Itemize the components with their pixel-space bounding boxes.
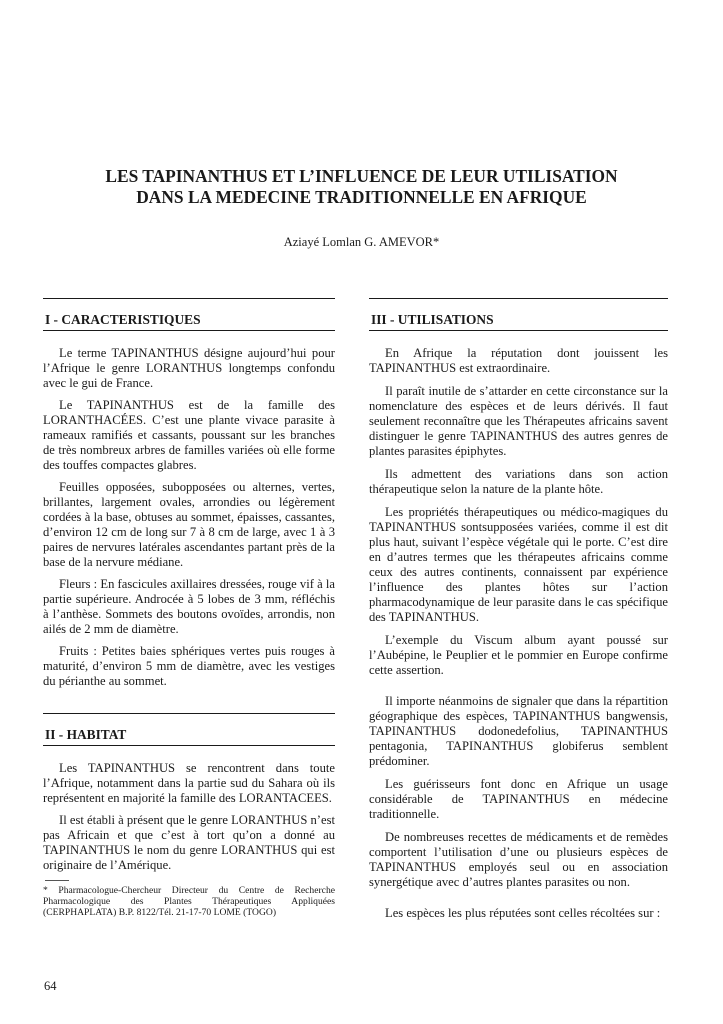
- paragraph: En Afrique la réputation dont jouissent les TAPINANTHUS est extraordinaire.: [369, 346, 668, 375]
- paragraph: Il est établi à présent que le genre LORANTHUS n’est pas Africain et que c’est à tort qu’on a donné au TAPINANTHUS le nom du genre LORANTHUS qui est originaire de l’Amérique.: [43, 813, 335, 872]
- left-column: [43, 298, 335, 918]
- paragraph: Il paraît inutile de s’attarder en cette circonstance sur la nomenclature des espèces et de leurs dérivés. Il faut seulement reconnaître que les Thérapeutes africains savent distinguer le genre TAPINANTHUS des autres genres de plantes parasites épiphytes.: [369, 384, 668, 458]
- paragraph: L’exemple du Viscum album ayant poussé sur l’Aubépine, le Peuplier et le pommier en Europe confirme cette assertion.: [369, 633, 668, 677]
- paragraph: Les espèces les plus réputées sont celles récoltées sur :: [385, 906, 661, 920]
- section-heading-habitat: II - HABITAT: [43, 713, 335, 746]
- paragraph: Le TAPINANTHUS est de la famille des LORANTHACÉES. C’est une plante vivace parasite à rameaux ramifiés et cassants, poussant sur les branches de très nombreux arbres de familles variées où elle forme des touffes compactes glabres.: [43, 398, 335, 472]
- paragraph: Les propriétés thérapeutiques ou médico-magiques du TAPINANTHUS sontsupposées variées, comme il est dit plus haut, suivant l’espèce végétale qui le porte. C’est dire en d’autres termes que les thérapeutes africains comme ceux des autres continents, connaissent par expérience l’influence des plantes hôtes sur l’action pharmacodynamique de leur parasite dans le cas spécifique des TAPINANTHUS.: [369, 505, 668, 624]
- paragraph: Fruits : Petites baies sphériques vertes puis rouges à maturité, d’environ 5 mm de diamètre, avec les vestiges du périanthe au sommet.: [43, 644, 335, 688]
- paragraph: De nombreuses recettes de médicaments et de remèdes comportent l’utilisation d’une ou plusieurs espèces de TAPINANTHUS employés seul ou en association synergétique avec d’autres plantes parasites ou non.: [369, 830, 668, 889]
- section-heading-utilisations: III - UTILISATIONS: [369, 298, 668, 331]
- paragraph: Il importe néanmoins de signaler que dans la répartition géographique des espèces, TAPINANTHUS bangwensis, TAPINANTHUS dodonedefolius, TAPINANTHUS pentagonia, TAPINANTHUS globiferus semblent prédominer.: [369, 694, 668, 768]
- footnote-separator: [45, 880, 69, 881]
- author-line: Aziayé Lomlan G. AMEVOR*: [283, 235, 440, 249]
- section-heading-caracteristiques: I - CARACTERISTIQUES: [43, 298, 335, 331]
- paper-title: [0, 166, 723, 208]
- title-line-1: LES TAPINANTHUS ET L’INFLUENCE DE LEUR UTILISATION: [105, 166, 618, 186]
- paragraph: Les TAPINANTHUS se rencontrent dans toute l’Afrique, notamment dans la partie sud du Sahara où ils représentent en majorité la famille des LORANTACEES.: [43, 761, 335, 805]
- paragraph: Les guérisseurs font donc en Afrique un usage considérable de TAPINANTHUS en médecine traditionnelle.: [369, 777, 668, 821]
- paragraph: Feuilles opposées, subopposées ou alternes, vertes, brillantes, largement ovales, arrondies ou légèrement cordées à la base, obtuses au sommet, épaisses, cassantes, d’environ 12 cm de long sur 7 à 8 cm de large, avec 1 à 3 paires de nervures latérales ascendantes partant près de la base de la nervure médiane.: [43, 480, 335, 569]
- title-line-2: DANS LA MEDECINE TRADITIONNELLE EN AFRIQUE: [136, 187, 587, 207]
- paragraph: Ils admettent des variations dans son action thérapeutique selon la nature de la plante hôte.: [369, 467, 668, 496]
- page-number: 64: [44, 979, 57, 993]
- paragraph: Le terme TAPINANTHUS désigne aujourd’hui pour l’Afrique le genre LORANTHUS longtemps confondu avec le gui de France.: [43, 346, 335, 390]
- footnote: * Pharmacologue-Chercheur Directeur du Centre de Recherche Pharmacologique des Plantes Thérapeutiques Appliquées (CERPHAPLATA) B.P. 8122/Tél. 21-17-70 LOME (TOGO): [43, 885, 335, 918]
- right-column: [369, 298, 668, 929]
- paragraph: Fleurs : En fascicules axillaires dressées, rouge vif à la partie supérieure. Androcée à 5 lobes de 3 mm, réfléchis à l’anthèse. Sommets des boutons ovoïdes, arrondis, non ailés de 2 mm de diamètre.: [43, 577, 335, 636]
